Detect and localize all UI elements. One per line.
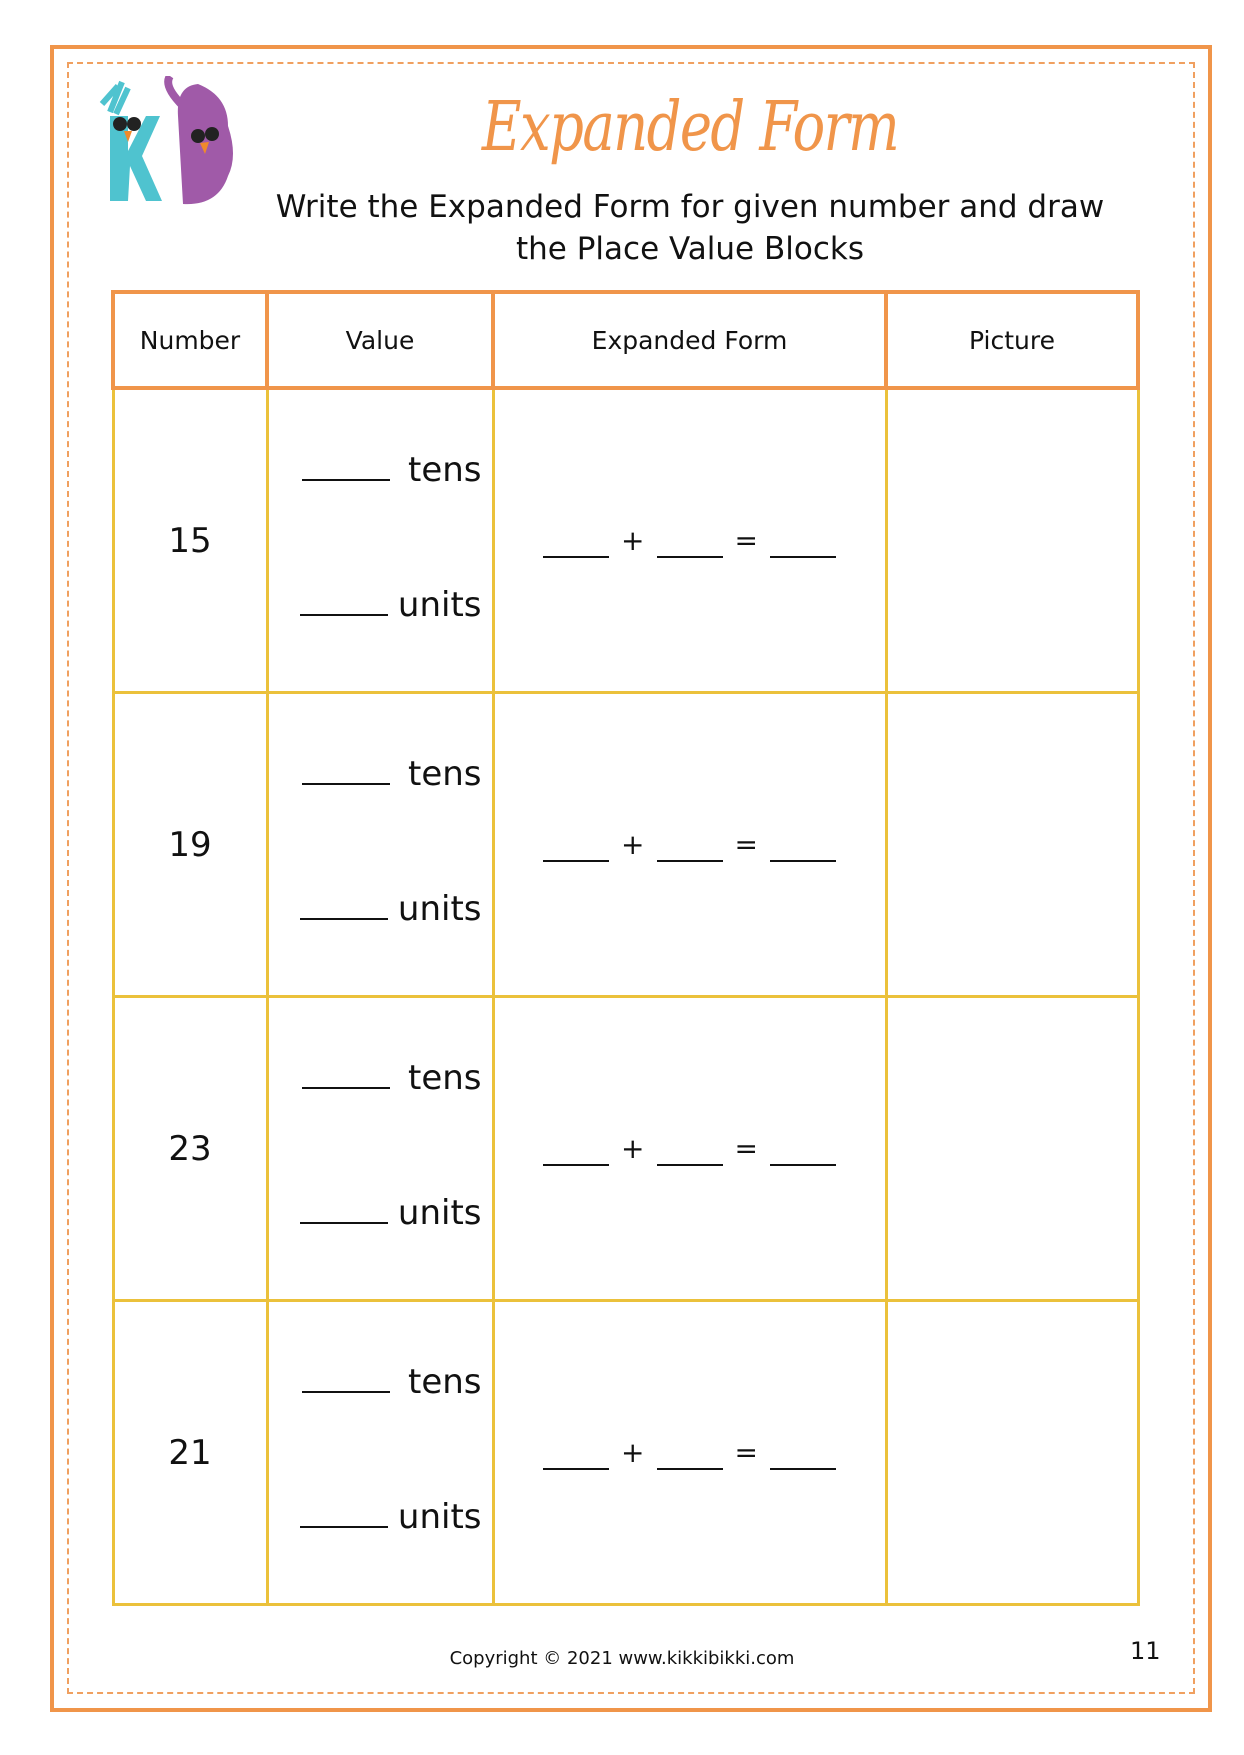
instructions: [240, 186, 1140, 270]
expanded-form-cell: [493, 388, 886, 693]
table-row: [113, 997, 1138, 1301]
expanded-form-cell: [493, 997, 886, 1301]
tens-blank[interactable]: [302, 479, 390, 481]
value-cell: [267, 997, 493, 1301]
units-answer-blank[interactable]: [657, 1468, 723, 1470]
total-answer-blank[interactable]: [770, 1468, 836, 1470]
plus-sign: +: [621, 827, 645, 861]
instructions-line-2: the Place Value Blocks: [516, 231, 864, 267]
page-number: 11: [1130, 1637, 1161, 1665]
tens-field[interactable]: [302, 450, 482, 490]
column-header-picture: Picture: [886, 292, 1138, 388]
tens-answer-blank[interactable]: [543, 860, 609, 862]
picture-cell[interactable]: [886, 388, 1138, 693]
tens-blank[interactable]: [302, 783, 390, 785]
units-label: units: [397, 585, 482, 625]
tens-label: tens: [407, 1058, 482, 1098]
units-label: units: [397, 1193, 482, 1233]
column-header-value: Value: [267, 292, 493, 388]
table-row: [113, 388, 1138, 693]
tens-blank[interactable]: [302, 1391, 390, 1393]
total-answer-blank[interactable]: [770, 556, 836, 558]
number-cell: 21: [113, 1301, 267, 1605]
tens-field[interactable]: [302, 1362, 482, 1402]
expanded-form-cell: [493, 1301, 886, 1605]
units-answer-blank[interactable]: [657, 556, 723, 558]
tens-answer-blank[interactable]: [543, 556, 609, 558]
plus-sign: +: [621, 1435, 645, 1469]
tens-label: tens: [407, 1362, 482, 1402]
column-header-expanded-form: Expanded Form: [493, 292, 886, 388]
tens-answer-blank[interactable]: [543, 1164, 609, 1166]
plus-sign: +: [621, 523, 645, 557]
units-blank[interactable]: [300, 918, 388, 920]
value-cell: [267, 693, 493, 997]
expanded-form-cell: [493, 693, 886, 997]
picture-cell[interactable]: [886, 997, 1138, 1301]
number-cell: 23: [113, 997, 267, 1301]
units-field[interactable]: [300, 585, 482, 625]
plus-sign: +: [621, 1131, 645, 1165]
units-field[interactable]: [300, 1497, 482, 1537]
number-cell: 15: [113, 388, 267, 693]
column-header-number: Number: [113, 292, 267, 388]
tens-label: tens: [407, 754, 482, 794]
tens-field[interactable]: [302, 1058, 482, 1098]
tens-blank[interactable]: [302, 1087, 390, 1089]
picture-cell[interactable]: [886, 693, 1138, 997]
tens-label: tens: [407, 450, 482, 490]
equals-sign: =: [734, 827, 758, 861]
units-blank[interactable]: [300, 1222, 388, 1224]
units-field[interactable]: [300, 889, 482, 929]
units-label: units: [397, 1497, 482, 1537]
picture-cell[interactable]: [886, 1301, 1138, 1605]
units-answer-blank[interactable]: [657, 1164, 723, 1166]
units-field[interactable]: [300, 1193, 482, 1233]
units-blank[interactable]: [300, 1526, 388, 1528]
units-label: units: [397, 889, 482, 929]
equals-sign: =: [734, 1435, 758, 1469]
units-blank[interactable]: [300, 614, 388, 616]
equals-sign: =: [734, 523, 758, 557]
page-title: Expanded Form: [481, 88, 899, 167]
copyright: Copyright © 2021 www.kikkibikki.com: [449, 1648, 795, 1669]
total-answer-blank[interactable]: [770, 1164, 836, 1166]
kikkibikki-logo: [88, 76, 248, 216]
number-cell: 19: [113, 693, 267, 997]
instructions-line-1: Write the Expanded Form for given number and draw: [275, 189, 1105, 225]
tens-field[interactable]: [302, 754, 482, 794]
units-answer-blank[interactable]: [657, 860, 723, 862]
expanded-form-table: [111, 290, 1140, 1606]
value-cell: [267, 1301, 493, 1605]
value-cell: [267, 388, 493, 693]
total-answer-blank[interactable]: [770, 860, 836, 862]
table-row: [113, 693, 1138, 997]
table-row: [113, 1301, 1138, 1605]
tens-answer-blank[interactable]: [543, 1468, 609, 1470]
table-header-row: [113, 292, 1138, 388]
equals-sign: =: [734, 1131, 758, 1165]
